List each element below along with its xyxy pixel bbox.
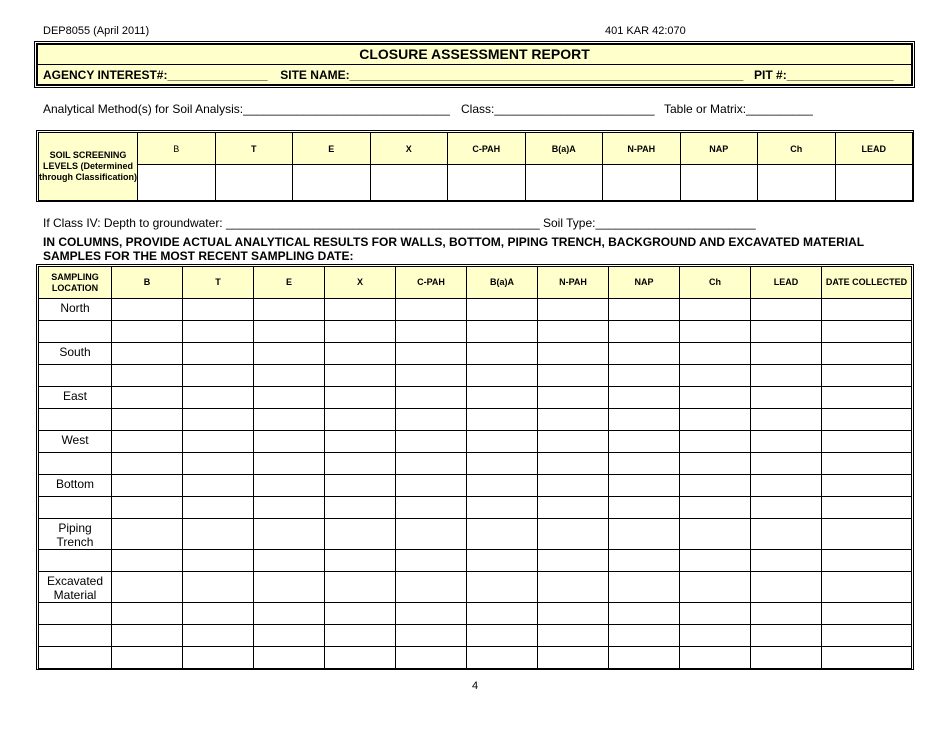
screening-value-cell[interactable]	[525, 165, 603, 201]
screening-value-cell[interactable]	[680, 165, 758, 201]
result-value-cell[interactable]	[538, 497, 609, 519]
result-value-cell[interactable]	[751, 343, 822, 365]
results-table	[38, 266, 912, 669]
sampling-location-cell[interactable]	[39, 647, 112, 669]
sampling-location-cell[interactable]	[39, 550, 112, 572]
result-value-cell[interactable]	[254, 603, 325, 625]
result-value-cell[interactable]	[467, 519, 538, 550]
result-value-cell[interactable]	[822, 365, 912, 387]
result-value-cell[interactable]	[609, 519, 680, 550]
result-value-cell[interactable]	[538, 387, 609, 409]
result-value-cell[interactable]	[396, 453, 467, 475]
result-value-cell[interactable]	[822, 475, 912, 497]
result-value-cell[interactable]	[609, 365, 680, 387]
result-value-cell[interactable]	[751, 387, 822, 409]
screening-value-cell[interactable]	[603, 165, 681, 201]
result-value-cell[interactable]	[467, 475, 538, 497]
instructions-text: IN COLUMNS, PROVIDE ACTUAL ANALYTICAL RESULTS FOR WALLS, BOTTOM, PIPING TRENCH, BACKGROUND AND EXCAVATED MATERIAL SAMPLES FOR THE MOST RECENT SAMPLING DATE:	[43, 235, 864, 263]
screening-col-n-pah: N-PAH	[603, 133, 681, 165]
sampling-location-cell[interactable]	[39, 497, 112, 519]
result-value-cell[interactable]	[538, 475, 609, 497]
screening-col-b: B	[138, 133, 216, 165]
result-value-cell[interactable]	[467, 647, 538, 669]
result-value-cell[interactable]	[680, 365, 751, 387]
result-value-cell[interactable]	[183, 625, 254, 647]
result-value-cell[interactable]	[609, 409, 680, 431]
result-value-cell[interactable]	[112, 647, 183, 669]
result-value-cell[interactable]	[112, 387, 183, 409]
results-col-nap: NAP	[609, 267, 680, 299]
result-value-cell[interactable]	[609, 603, 680, 625]
result-value-cell[interactable]	[822, 647, 912, 669]
pit-number-field[interactable]: PIT #:________________	[754, 68, 894, 82]
sampling-location-cell: West	[39, 431, 112, 453]
result-value-cell[interactable]	[112, 299, 183, 321]
result-value-cell[interactable]	[183, 409, 254, 431]
table-row	[39, 409, 912, 431]
results-col-t: T	[183, 267, 254, 299]
result-value-cell[interactable]	[396, 387, 467, 409]
results-col-date-collected: DATE COLLECTED	[822, 267, 912, 299]
results-col-sampling-location: SAMPLING LOCATION	[39, 267, 112, 299]
result-value-cell[interactable]	[396, 625, 467, 647]
result-value-cell[interactable]	[396, 497, 467, 519]
result-value-cell[interactable]	[254, 550, 325, 572]
analytical-method-field[interactable]: Analytical Method(s) for Soil Analysis:_______________________________	[43, 102, 450, 116]
result-value-cell[interactable]	[751, 365, 822, 387]
sampling-location-cell[interactable]	[39, 409, 112, 431]
result-value-cell[interactable]	[183, 550, 254, 572]
result-value-cell[interactable]	[396, 365, 467, 387]
result-value-cell[interactable]	[609, 475, 680, 497]
result-value-cell[interactable]	[254, 475, 325, 497]
result-value-cell[interactable]	[325, 475, 396, 497]
result-value-cell[interactable]	[751, 497, 822, 519]
result-value-cell[interactable]	[609, 431, 680, 453]
result-value-cell[interactable]	[254, 431, 325, 453]
result-value-cell[interactable]	[822, 409, 912, 431]
table-row	[39, 603, 912, 625]
result-value-cell[interactable]	[538, 431, 609, 453]
sampling-location-cell[interactable]	[39, 625, 112, 647]
table-row	[39, 647, 912, 669]
sampling-location-cell: East	[39, 387, 112, 409]
result-value-cell[interactable]	[751, 519, 822, 550]
table-row	[39, 453, 912, 475]
result-value-cell[interactable]	[325, 625, 396, 647]
result-value-cell[interactable]	[325, 572, 396, 603]
result-value-cell[interactable]	[396, 603, 467, 625]
screening-col-lead: LEAD	[835, 133, 913, 165]
screening-col-nap: NAP	[680, 133, 758, 165]
screening-value-cell[interactable]	[370, 165, 448, 201]
results-col-n-pah: N-PAH	[538, 267, 609, 299]
result-value-cell[interactable]	[183, 343, 254, 365]
result-value-cell[interactable]	[609, 647, 680, 669]
result-value-cell[interactable]	[325, 365, 396, 387]
table-row	[39, 572, 912, 603]
result-value-cell[interactable]	[609, 572, 680, 603]
result-value-cell[interactable]	[751, 453, 822, 475]
results-col-e: E	[254, 267, 325, 299]
result-value-cell[interactable]	[183, 497, 254, 519]
agency-row	[43, 65, 911, 85]
class-field[interactable]: Class:________________________	[461, 102, 655, 116]
screening-value-cell[interactable]	[835, 165, 913, 201]
result-value-cell[interactable]	[680, 519, 751, 550]
result-value-cell[interactable]	[751, 321, 822, 343]
result-value-cell[interactable]	[467, 299, 538, 321]
result-value-cell[interactable]	[751, 647, 822, 669]
result-value-cell[interactable]	[751, 475, 822, 497]
result-value-cell[interactable]	[325, 409, 396, 431]
sampling-location-cell: North	[39, 299, 112, 321]
results-table-frame	[36, 264, 914, 670]
table-row	[39, 343, 912, 365]
result-value-cell[interactable]	[325, 431, 396, 453]
result-value-cell[interactable]	[609, 625, 680, 647]
result-value-cell[interactable]	[680, 431, 751, 453]
result-value-cell[interactable]	[254, 625, 325, 647]
table-matrix-field[interactable]: Table or Matrix:__________	[664, 102, 813, 116]
result-value-cell[interactable]	[254, 453, 325, 475]
result-value-cell[interactable]	[112, 497, 183, 519]
result-value-cell[interactable]	[467, 431, 538, 453]
result-value-cell[interactable]	[325, 321, 396, 343]
results-col-b: B	[112, 267, 183, 299]
result-value-cell[interactable]	[112, 603, 183, 625]
table-row	[39, 497, 912, 519]
result-value-cell[interactable]	[822, 497, 912, 519]
soil-type-field[interactable]: Soil Type:________________________	[543, 216, 756, 230]
results-col-c-pah: C-PAH	[396, 267, 467, 299]
result-value-cell[interactable]	[822, 321, 912, 343]
screening-value-cell[interactable]	[758, 165, 836, 201]
results-col-ch: Ch	[680, 267, 751, 299]
result-value-cell[interactable]	[751, 572, 822, 603]
result-value-cell[interactable]	[680, 603, 751, 625]
result-value-cell[interactable]	[112, 343, 183, 365]
results-col-lead: LEAD	[751, 267, 822, 299]
table-row	[39, 387, 912, 409]
sampling-location-cell: Piping Trench	[39, 519, 112, 550]
result-value-cell[interactable]	[325, 453, 396, 475]
sampling-location-cell[interactable]	[39, 603, 112, 625]
site-name-field[interactable]: SITE NAME:___________________________________________________________	[280, 68, 744, 82]
result-value-cell[interactable]	[112, 409, 183, 431]
screening-col-c-pah: C-PAH	[448, 133, 526, 165]
result-value-cell[interactable]	[609, 299, 680, 321]
result-value-cell[interactable]	[609, 321, 680, 343]
result-value-cell[interactable]	[112, 625, 183, 647]
result-value-cell[interactable]	[680, 453, 751, 475]
screening-value-cell[interactable]	[215, 165, 293, 201]
result-value-cell[interactable]	[467, 409, 538, 431]
result-value-cell[interactable]	[183, 519, 254, 550]
result-value-cell[interactable]	[751, 550, 822, 572]
result-value-cell[interactable]	[254, 343, 325, 365]
result-value-cell[interactable]	[538, 409, 609, 431]
result-value-cell[interactable]	[254, 321, 325, 343]
result-value-cell[interactable]	[183, 453, 254, 475]
result-value-cell[interactable]	[325, 497, 396, 519]
groundwater-depth-field[interactable]: If Class IV: Depth to groundwater: _______________________________________________	[43, 216, 540, 230]
result-value-cell[interactable]	[751, 625, 822, 647]
result-value-cell[interactable]	[467, 453, 538, 475]
screening-col-b-a-a: B(a)A	[525, 133, 603, 165]
result-value-cell[interactable]	[396, 475, 467, 497]
result-value-cell[interactable]	[467, 321, 538, 343]
result-value-cell[interactable]	[254, 647, 325, 669]
screening-col-x: X	[370, 133, 448, 165]
result-value-cell[interactable]	[680, 475, 751, 497]
result-value-cell[interactable]	[467, 603, 538, 625]
result-value-cell[interactable]	[183, 603, 254, 625]
result-value-cell[interactable]	[396, 519, 467, 550]
result-value-cell[interactable]	[467, 497, 538, 519]
result-value-cell[interactable]	[680, 409, 751, 431]
result-value-cell[interactable]	[538, 519, 609, 550]
result-value-cell[interactable]	[538, 321, 609, 343]
result-value-cell[interactable]	[538, 343, 609, 365]
sampling-location-cell: South	[39, 343, 112, 365]
result-value-cell[interactable]	[609, 387, 680, 409]
result-value-cell[interactable]	[254, 497, 325, 519]
screening-table-frame	[36, 130, 914, 202]
result-value-cell[interactable]	[680, 387, 751, 409]
result-value-cell[interactable]	[538, 572, 609, 603]
result-value-cell[interactable]	[112, 321, 183, 343]
screening-value-cell[interactable]	[138, 165, 216, 201]
soil-screening-levels-label: SOIL SCREENING LEVELS (Determined through Classification)	[39, 133, 138, 201]
result-value-cell[interactable]	[538, 365, 609, 387]
result-value-cell[interactable]	[538, 647, 609, 669]
result-value-cell[interactable]	[396, 409, 467, 431]
table-row	[39, 519, 912, 550]
sampling-location-cell: Bottom	[39, 475, 112, 497]
result-value-cell[interactable]	[609, 343, 680, 365]
result-value-cell[interactable]	[254, 365, 325, 387]
page-number: 4	[471, 680, 479, 692]
results-col-x: X	[325, 267, 396, 299]
screening-col-ch: Ch	[758, 133, 836, 165]
result-value-cell[interactable]	[112, 519, 183, 550]
result-value-cell[interactable]	[609, 550, 680, 572]
result-value-cell[interactable]	[680, 343, 751, 365]
table-row	[39, 365, 912, 387]
result-value-cell[interactable]	[254, 299, 325, 321]
result-value-cell[interactable]	[822, 625, 912, 647]
result-value-cell[interactable]	[183, 647, 254, 669]
result-value-cell[interactable]	[254, 387, 325, 409]
table-row	[39, 475, 912, 497]
result-value-cell[interactable]	[325, 647, 396, 669]
result-value-cell[interactable]	[183, 475, 254, 497]
result-value-cell[interactable]	[822, 550, 912, 572]
result-value-cell[interactable]	[822, 572, 912, 603]
result-value-cell[interactable]	[325, 343, 396, 365]
agency-interest-field[interactable]: AGENCY INTEREST#:_______________	[43, 68, 268, 82]
result-value-cell[interactable]	[751, 603, 822, 625]
result-value-cell[interactable]	[183, 365, 254, 387]
result-value-cell[interactable]	[467, 365, 538, 387]
result-value-cell[interactable]	[467, 550, 538, 572]
result-value-cell[interactable]	[325, 550, 396, 572]
report-title: CLOSURE ASSESSMENT REPORT	[38, 45, 911, 65]
screening-value-cell[interactable]	[293, 165, 371, 201]
result-value-cell[interactable]	[680, 321, 751, 343]
title-box	[36, 43, 913, 86]
result-value-cell[interactable]	[183, 299, 254, 321]
result-value-cell[interactable]	[112, 431, 183, 453]
result-value-cell[interactable]	[751, 409, 822, 431]
sampling-location-cell[interactable]	[39, 453, 112, 475]
result-value-cell[interactable]	[822, 299, 912, 321]
result-value-cell[interactable]	[112, 365, 183, 387]
result-value-cell[interactable]	[396, 550, 467, 572]
result-value-cell[interactable]	[609, 497, 680, 519]
result-value-cell[interactable]	[254, 409, 325, 431]
result-value-cell[interactable]	[325, 519, 396, 550]
screening-col-t: T	[215, 133, 293, 165]
sampling-location-cell[interactable]	[39, 365, 112, 387]
result-value-cell[interactable]	[822, 603, 912, 625]
result-value-cell[interactable]	[396, 321, 467, 343]
result-value-cell[interactable]	[396, 343, 467, 365]
result-value-cell[interactable]	[680, 299, 751, 321]
result-value-cell[interactable]	[609, 453, 680, 475]
result-value-cell[interactable]	[396, 572, 467, 603]
result-value-cell[interactable]	[183, 321, 254, 343]
result-value-cell[interactable]	[112, 453, 183, 475]
result-value-cell[interactable]	[538, 603, 609, 625]
result-value-cell[interactable]	[325, 603, 396, 625]
result-value-cell[interactable]	[680, 550, 751, 572]
result-value-cell[interactable]	[538, 625, 609, 647]
result-value-cell[interactable]	[254, 572, 325, 603]
table-row	[39, 550, 912, 572]
result-value-cell[interactable]	[254, 519, 325, 550]
result-value-cell[interactable]	[467, 625, 538, 647]
screening-table	[38, 132, 913, 201]
result-value-cell[interactable]	[538, 299, 609, 321]
sampling-location-cell: Excavated Material	[39, 572, 112, 603]
result-value-cell[interactable]	[467, 387, 538, 409]
result-value-cell[interactable]	[822, 387, 912, 409]
result-value-cell[interactable]	[325, 387, 396, 409]
result-value-cell[interactable]	[112, 550, 183, 572]
result-value-cell[interactable]	[396, 431, 467, 453]
result-value-cell[interactable]	[396, 299, 467, 321]
form-id: DEP8055 (April 2011)	[43, 25, 150, 37]
regulation-ref: 401 KAR 42:070	[605, 25, 686, 37]
result-value-cell[interactable]	[680, 497, 751, 519]
screening-value-cell[interactable]	[448, 165, 526, 201]
result-value-cell[interactable]	[183, 387, 254, 409]
result-value-cell[interactable]	[396, 647, 467, 669]
result-value-cell[interactable]	[183, 431, 254, 453]
result-value-cell[interactable]	[325, 299, 396, 321]
result-value-cell[interactable]	[680, 625, 751, 647]
result-value-cell[interactable]	[538, 550, 609, 572]
table-row	[39, 321, 912, 343]
result-value-cell[interactable]	[183, 572, 254, 603]
result-value-cell[interactable]	[751, 299, 822, 321]
result-value-cell[interactable]	[822, 431, 912, 453]
result-value-cell[interactable]	[822, 343, 912, 365]
result-value-cell[interactable]	[112, 572, 183, 603]
sampling-location-cell[interactable]	[39, 321, 112, 343]
result-value-cell[interactable]	[467, 343, 538, 365]
result-value-cell[interactable]	[467, 572, 538, 603]
result-value-cell[interactable]	[751, 431, 822, 453]
table-row	[39, 299, 912, 321]
result-value-cell[interactable]	[680, 647, 751, 669]
table-row	[39, 431, 912, 453]
result-value-cell[interactable]	[680, 572, 751, 603]
result-value-cell[interactable]	[822, 519, 912, 550]
result-value-cell[interactable]	[112, 475, 183, 497]
result-value-cell[interactable]	[822, 453, 912, 475]
result-value-cell[interactable]	[538, 453, 609, 475]
screening-col-e: E	[293, 133, 371, 165]
results-col-b-a-a: B(a)A	[467, 267, 538, 299]
table-row	[39, 625, 912, 647]
